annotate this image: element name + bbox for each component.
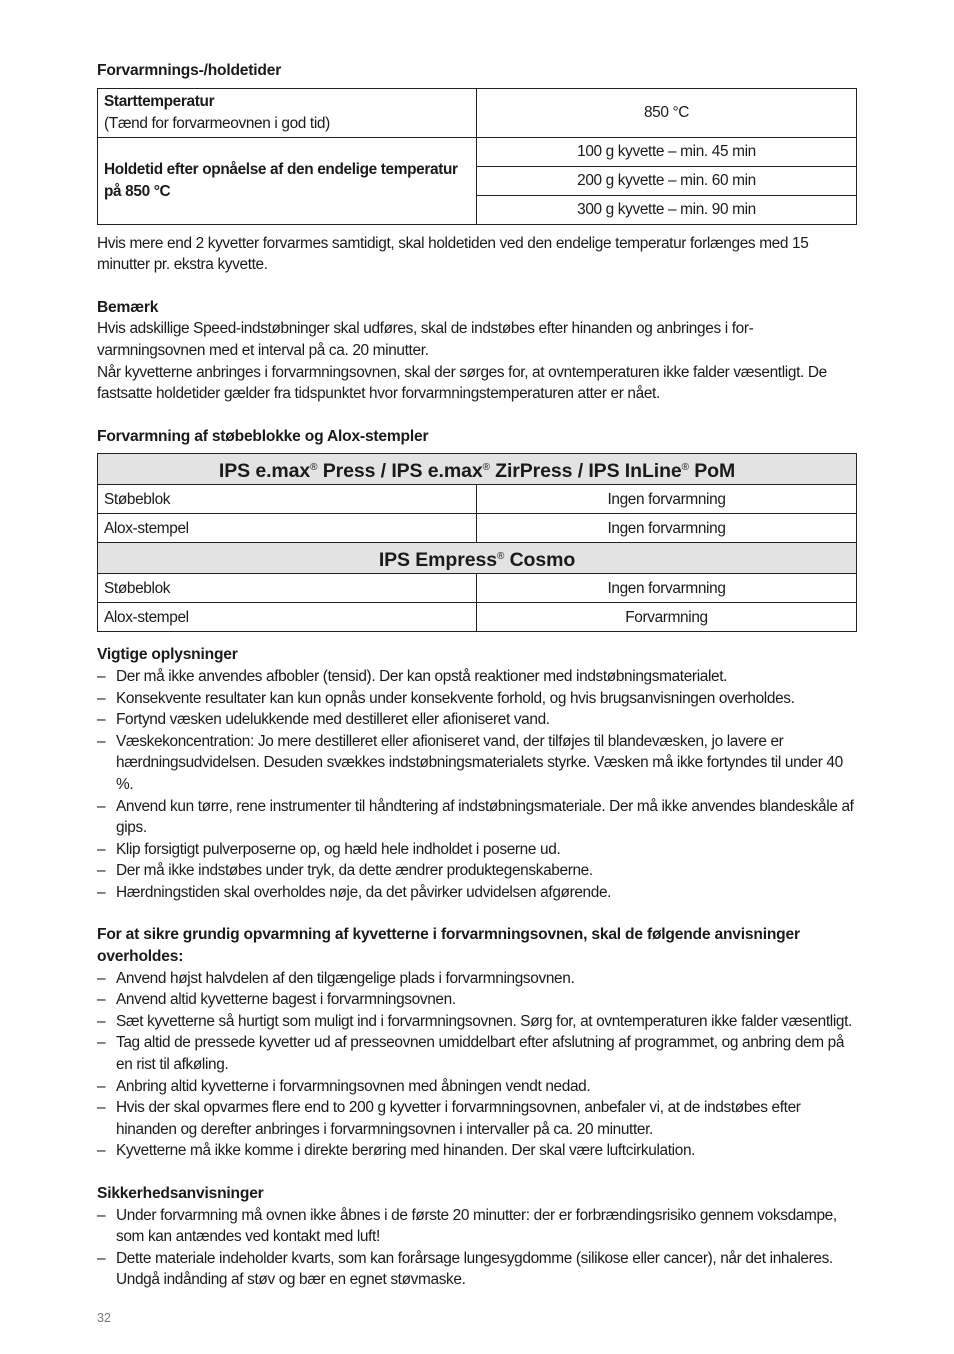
start-temperature-hint: (Tænd for forvarmeovnen i god tid)	[104, 114, 330, 132]
remark-paragraph-1: Hvis adskillige Speed-indstøbninger skal udføres, skal de indstøbes efter hinanden og anbringes i forvarmningsovnen med et interval på ca. 20 minutter.	[97, 320, 754, 359]
row-label: Alox-stempel	[98, 514, 477, 543]
list-item: – Under forvarmning må ovnen ikke åbnes i de første 20 minutter: der er forbrændingsrisiko gennem voksdampe, som kan antændes ved kontakt med luft!	[97, 1205, 855, 1248]
list-item: – Tag altid de pressede kyvetter ud af presseovnen umiddelbart efter afslutning af programmet, og anbring dem på en rist til afkøling.	[97, 1032, 855, 1075]
ingot-plunger-table	[97, 453, 857, 632]
row-value: Forvarmning	[477, 603, 857, 632]
list-item: – Sæt kyvetterne så hurtigt som muligt ind i forvarmningsovnen. Sørg for, at ovntemperaturen ikke falder væsentligt.	[97, 1011, 855, 1033]
list-item: – Væskekoncentration: Jo mere destilleret eller afioniseret vand, der tilføjes til blandevæsken, jo lavere er hærdningsudvidelsen. Desuden svækkes indstøbningsmaterialets styrke. Væsken må ikke fortyndes til under 40 %.	[97, 731, 855, 796]
list-item: – Anbring altid kyvetterne i forvarmningsovnen med åbningen vendt nedad.	[97, 1076, 855, 1098]
table-row	[98, 603, 857, 632]
start-temperature-label-cell	[98, 88, 477, 137]
list-item: – Klip forsigtigt pulverposerne op, og hæld hele indholdet i poserne ud.	[97, 839, 855, 861]
extra-flask-note: Hvis mere end 2 kyvetter forvarmes samtidigt, skal holdetiden ved den endelige temperatur forlænges med 15 minutter pr. ekstra kyvette.	[97, 234, 809, 274]
remark-heading: Bemærk	[97, 298, 159, 316]
remark-paragraph-2: Når kyvetterne anbringes i forvarmningsovnen, skal der sørges for, at ovntemperaturen ikke falder væsentligt. De fastsatte holdetider gælder fra tidspunktet hvor forvarmningstemperaturen atter er nået.	[97, 363, 827, 403]
holding-time-value: 100 g kyvette – min. 45 min	[477, 137, 857, 166]
list-item: – Der må ikke indstøbes under tryk, da dette ændrer produktegenskaberne.	[97, 860, 855, 882]
table-row	[98, 485, 857, 514]
start-temperature-label: Starttemperatur	[104, 93, 215, 110]
start-temperature-value: 850 °C	[477, 88, 857, 137]
list-item: – Anvend altid kyvetterne bagest i forvarmningsovnen.	[97, 989, 855, 1011]
group-title-empress-cosmo: IPS Empress® Cosmo	[98, 543, 857, 574]
safety-heading: Sikkerhedsanvisninger	[97, 1185, 264, 1202]
section-heading-preheating-times: Forvarmnings-/holdetider	[97, 62, 282, 79]
list-item: – Kyvetterne må ikke komme i direkte berøring med hinanden. Der skal være luftcirkulation.	[97, 1140, 855, 1162]
section-heading-ingot-plunger: Forvarmning af støbeblokke og Alox-stempler	[97, 427, 429, 445]
table-row	[98, 88, 857, 137]
list-item: – Konsekvente resultater kan kun opnås under konsekvente forhold, og hvis brugsanvisningen overholdes.	[97, 688, 855, 710]
important-info-list	[97, 666, 855, 904]
holding-time-value: 200 g kyvette – min. 60 min	[477, 166, 857, 195]
table-group-row	[98, 543, 857, 574]
group-title-emax: IPS e.max® Press / IPS e.max® ZirPress / IPS InLine® PoM	[98, 454, 857, 485]
page-number: 32	[97, 1311, 111, 1325]
holding-time-value: 300 g kyvette – min. 90 min	[477, 195, 857, 224]
table-row	[98, 137, 857, 166]
holding-time-label: Holdetid efter opnåelse af den endelige temperatur på 850 °C	[98, 137, 477, 224]
safety-list	[97, 1205, 855, 1291]
holding-time-table	[97, 88, 857, 225]
important-info-heading: Vigtige oplysninger	[97, 646, 238, 664]
list-item: – Anvend højst halvdelen af den tilgængelige plads i forvarmningsovnen.	[97, 968, 855, 990]
list-item: – Dette materiale indeholder kvarts, som kan forårsage lungesygdomme (silikose eller cancer), når det inhaleres. Undgå indånding af støv og bær en egnet støvmaske.	[97, 1248, 855, 1291]
list-item: – Hvis der skal opvarmes flere end to 200 g kyvetter i forvarmningsovnen, anbefaler vi, at de indstøbes efter hinanden og derefter anbringes i forvarmningsovnen i intervaller på ca. 20 minutter.	[97, 1097, 855, 1140]
list-item: – Hærdningstiden skal overholdes nøje, da det påvirker udvidelsen afgørende.	[97, 882, 855, 904]
document-page	[97, 60, 855, 1291]
list-item: – Anvend kun tørre, rene instrumenter til håndtering af indstøbningsmateriale. Der må ikke anvendes blandeskåle af gips.	[97, 796, 855, 839]
row-label: Støbeblok	[98, 485, 477, 514]
row-value: Ingen forvarmning	[477, 485, 857, 514]
row-label: Støbeblok	[98, 574, 477, 603]
row-value: Ingen forvarmning	[477, 574, 857, 603]
heating-instructions-list	[97, 968, 855, 1162]
heating-instructions-heading: For at sikre grundig opvarmning af kyvetterne i forvarmningsovnen, skal de følgende anvisninger overholdes:	[97, 926, 800, 966]
list-item: – Der må ikke anvendes afbobler (tensid). Der kan opstå reaktioner med indstøbningsmaterialet.	[97, 666, 855, 688]
list-item: – Fortynd væsken udelukkende med destilleret eller afioniseret vand.	[97, 709, 855, 731]
row-label: Alox-stempel	[98, 603, 477, 632]
row-value: Ingen forvarmning	[477, 514, 857, 543]
table-row	[98, 574, 857, 603]
table-row	[98, 514, 857, 543]
table-group-row	[98, 454, 857, 485]
